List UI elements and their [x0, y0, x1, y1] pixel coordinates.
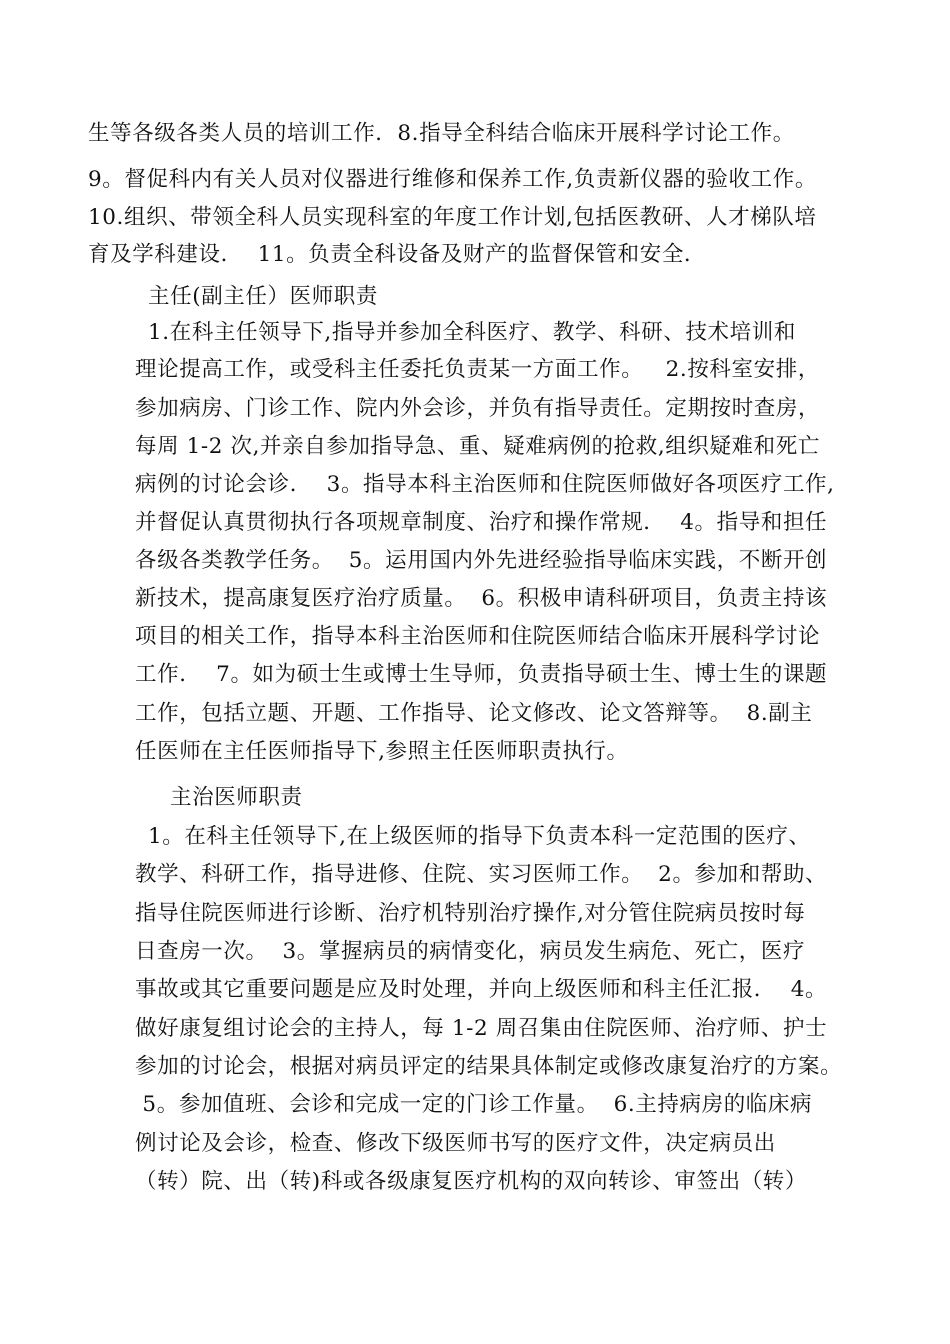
paragraph-line: 工作． 7。如为硕士生或博士生导师，负责指导硕士生、博士生的课题 — [135, 662, 828, 687]
section-heading: 主治医师职责 — [170, 785, 303, 810]
paragraph-line: 参加的讨论会，根据对病员评定的结果具体制定或修改康复治疗的方案。 — [135, 1054, 843, 1079]
intro-line: 10.组织、带领全科人员实现科室的年度工作计划,包括医教研、人才梯队培 — [88, 205, 817, 230]
paragraph-line: 每周 1-2 次,并亲自参加指导急、重、疑难病例的抢救,组织疑难和死亡 — [135, 434, 820, 459]
paragraph-line: 例讨论及会诊，检查、修改下级医师书写的医疗文件，决定病员出 — [135, 1131, 776, 1156]
paragraph-line: 病例的讨论会诊． 3。指导本科主治医师和住院医师做好各项医疗工作, — [135, 472, 835, 497]
paragraph-line: 新技术，提高康复医疗治疗质量。 6。积极申请科研项目，负责主持该 — [135, 586, 828, 611]
paragraph-line: 工作，包括立题、开题、工作指导、论文修改、论文答辩等。 8.副主 — [135, 701, 813, 726]
paragraph-line: 并督促认真贯彻执行各项规章制度、治疗和操作常规． 4。指导和担任 — [135, 510, 828, 535]
paragraph-line: 做好康复组讨论会的主持人，每 1-2 周召集由住院医师、治疗师、护士 — [135, 1016, 828, 1041]
paragraph-line: 各级各类教学任务。 5。运用国内外先进经验指导临床实践，不断开创 — [135, 548, 828, 573]
paragraph-line: 事故或其它重要问题是应及时处理，并向上级医师和科主任汇报． 4。 — [135, 977, 828, 1002]
paragraph-line: 5。参加值班、会诊和完成一定的门诊工作量。 6.主持病房的临床病 — [135, 1092, 813, 1117]
paragraph-line: 理论提高工作，或受科主任委托负责某一方面工作。 2.按科室安排， — [135, 357, 820, 382]
paragraph-line: 项目的相关工作，指导本科主治医师和住院医师结合临床开展科学讨论 — [135, 624, 821, 649]
paragraph-line: 1.在科主任领导下,指导并参加全科医疗、教学、科研、技术培训和 — [148, 320, 796, 345]
paragraph-line: 任医师在主任医师指导下,参照主任医师职责执行。 — [135, 739, 629, 764]
paragraph-line: 参加病房、门诊工作、院内外会诊，并负有指导责任。定期按时查房， — [135, 396, 821, 421]
paragraph-line: 1。在科主任领导下,在上级医师的指导下负责本科一定范围的医疗、 — [148, 824, 811, 849]
paragraph-line: 日查房一次。 3。掌握病员的病情变化，病员发生病危、死亡，医疗 — [135, 939, 806, 964]
intro-line: 9。督促科内有关人员对仪器进行维修和保养工作,负责新仪器的验收工作。 — [88, 167, 817, 192]
intro-line: 育及学科建设． 11。负责全科设备及财产的监督保管和安全． — [88, 242, 707, 267]
paragraph-line: 指导住院医师进行诊断、治疗机特别治疗操作,对分管住院病员按时每 — [135, 901, 806, 926]
paragraph-line: （转）院、出（转)科或各级康复医疗机构的双向转诊、审签出（转） — [135, 1169, 807, 1194]
intro-line: 生等各级各类人员的培训工作．8.指导全科结合临床开展科学讨论工作。 — [88, 121, 795, 146]
paragraph-line: 教学、科研工作，指导进修、住院、实习医师工作。 2。参加和帮助、 — [135, 862, 828, 887]
section-heading: 主任(副主任）医师职责 — [148, 284, 378, 309]
